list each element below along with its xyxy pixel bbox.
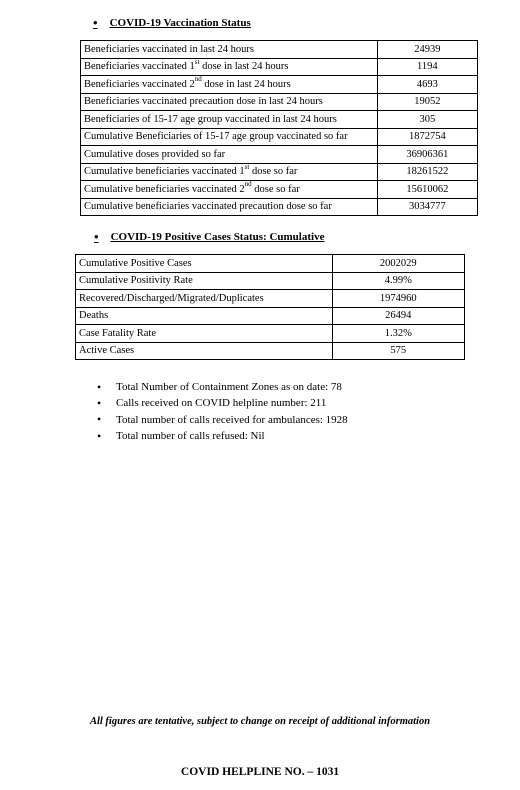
vaccination-table [80,40,478,216]
label-text: Cumulative Beneficiaries of 15-17 age group vaccinated so far [84,131,348,143]
vaccination-heading-text: COVID-19 Vaccination Status [109,17,251,29]
label-text: Beneficiaries of 15-17 age group vaccinated in last 24 hours [84,113,337,125]
helpline-footer: COVID HELPLINE NO. – 1031 [180,766,340,778]
vaccination-row-value: 24939 [377,41,477,59]
positive-row-value: 26494 [332,307,464,325]
table-row [81,58,478,76]
positive-row-label: Active Cases [76,342,333,360]
ordinal-suffix: nd [244,180,252,189]
positive-heading [94,229,324,245]
table-row [76,325,465,343]
vaccination-row-label [81,146,378,164]
positive-row-label: Recovered/Discharged/Migrated/Duplicates [76,290,333,308]
vaccination-heading [93,15,251,31]
label-text: Cumulative doses provided so far [84,148,226,160]
bullet-icon: • [97,395,102,410]
table-row [81,181,478,199]
vaccination-row-value: 19052 [377,93,477,111]
list-item [97,428,348,444]
vaccination-row-value: 18261522 [377,163,477,181]
label-text-suffix: dose in last 24 hours [199,61,289,73]
positive-row-value: 1974960 [332,290,464,308]
label-text: Beneficiaries vaccinated 1 [84,61,195,73]
vaccination-row-label [81,58,378,76]
bullet-icon: • [97,428,102,443]
table-row [81,93,478,111]
table-row [76,290,465,308]
bullet-icon: • [97,379,102,394]
positive-row-value: 4.99% [332,272,464,290]
disclaimer-note: All figures are tentative, subject to change on receipt of additional information [89,716,431,727]
positive-row-label: Cumulative Positive Cases [76,255,333,273]
positive-heading-text: COVID-19 Positive Cases Status: Cumulative [110,231,325,243]
positive-row-label: Case Fatality Rate [76,325,333,343]
label-text: Cumulative beneficiaries vaccinated precaution dose so far [84,201,332,213]
table-row [81,198,478,216]
vaccination-row-value: 3034777 [377,198,477,216]
table-row [81,128,478,146]
table-row [76,272,465,290]
list-item-text: Total number of calls received for ambulances: 1928 [116,413,348,426]
vaccination-row-label [81,41,378,59]
label-text-suffix: dose so far [249,166,298,178]
bullet-icon: • [97,412,102,427]
positive-row-label: Deaths [76,307,333,325]
table-row [81,146,478,164]
vaccination-row-value: 305 [377,111,477,129]
list-item-text: Total Number of Containment Zones as on date: 78 [116,381,342,394]
label-text: Cumulative beneficiaries vaccinated 2 [84,183,245,195]
vaccination-row-value: 15610062 [377,181,477,199]
list-item [97,395,348,411]
list-item-text: Total number of calls refused: Nil [116,430,265,443]
bullet-icon: • [93,15,98,30]
vaccination-row-label [81,181,378,199]
positive-cases-table [75,254,465,360]
ordinal-suffix: st [194,57,200,66]
vaccination-row-value: 4693 [377,76,477,94]
table-row [76,307,465,325]
label-text: Beneficiaries vaccinated precaution dose in last 24 hours [84,96,323,108]
table-row [76,255,465,273]
table-row [81,111,478,129]
label-text-suffix: dose in last 24 hours [201,78,291,90]
vaccination-row-value: 1872754 [377,128,477,146]
ordinal-suffix: nd [194,75,202,84]
ordinal-suffix: st [244,162,250,171]
list-item [97,379,348,395]
table-row [81,76,478,94]
bullet-icon: • [94,229,99,244]
label-text-suffix: dose so far [251,183,300,195]
list-item-text: Calls received on COVID helpline number: 211 [116,397,327,410]
label-text: Beneficiaries vaccinated in last 24 hours [84,43,254,55]
positive-row-value: 2002029 [332,255,464,273]
vaccination-row-label [81,198,378,216]
label-text: Beneficiaries vaccinated 2 [84,78,195,90]
table-row [81,163,478,181]
positive-row-label: Cumulative Positivity Rate [76,272,333,290]
vaccination-row-value: 36906361 [377,146,477,164]
vaccination-row-label [81,93,378,111]
list-item [97,412,348,428]
vaccination-row-label [81,128,378,146]
label-text: Cumulative beneficiaries vaccinated 1 [84,166,245,178]
vaccination-row-label [81,76,378,94]
positive-row-value: 575 [332,342,464,360]
summary-list [97,379,348,444]
positive-row-value: 1.32% [332,325,464,343]
vaccination-row-label [81,111,378,129]
table-row [81,41,478,59]
vaccination-row-label [81,163,378,181]
vaccination-row-value: 1194 [377,58,477,76]
table-row [76,342,465,360]
